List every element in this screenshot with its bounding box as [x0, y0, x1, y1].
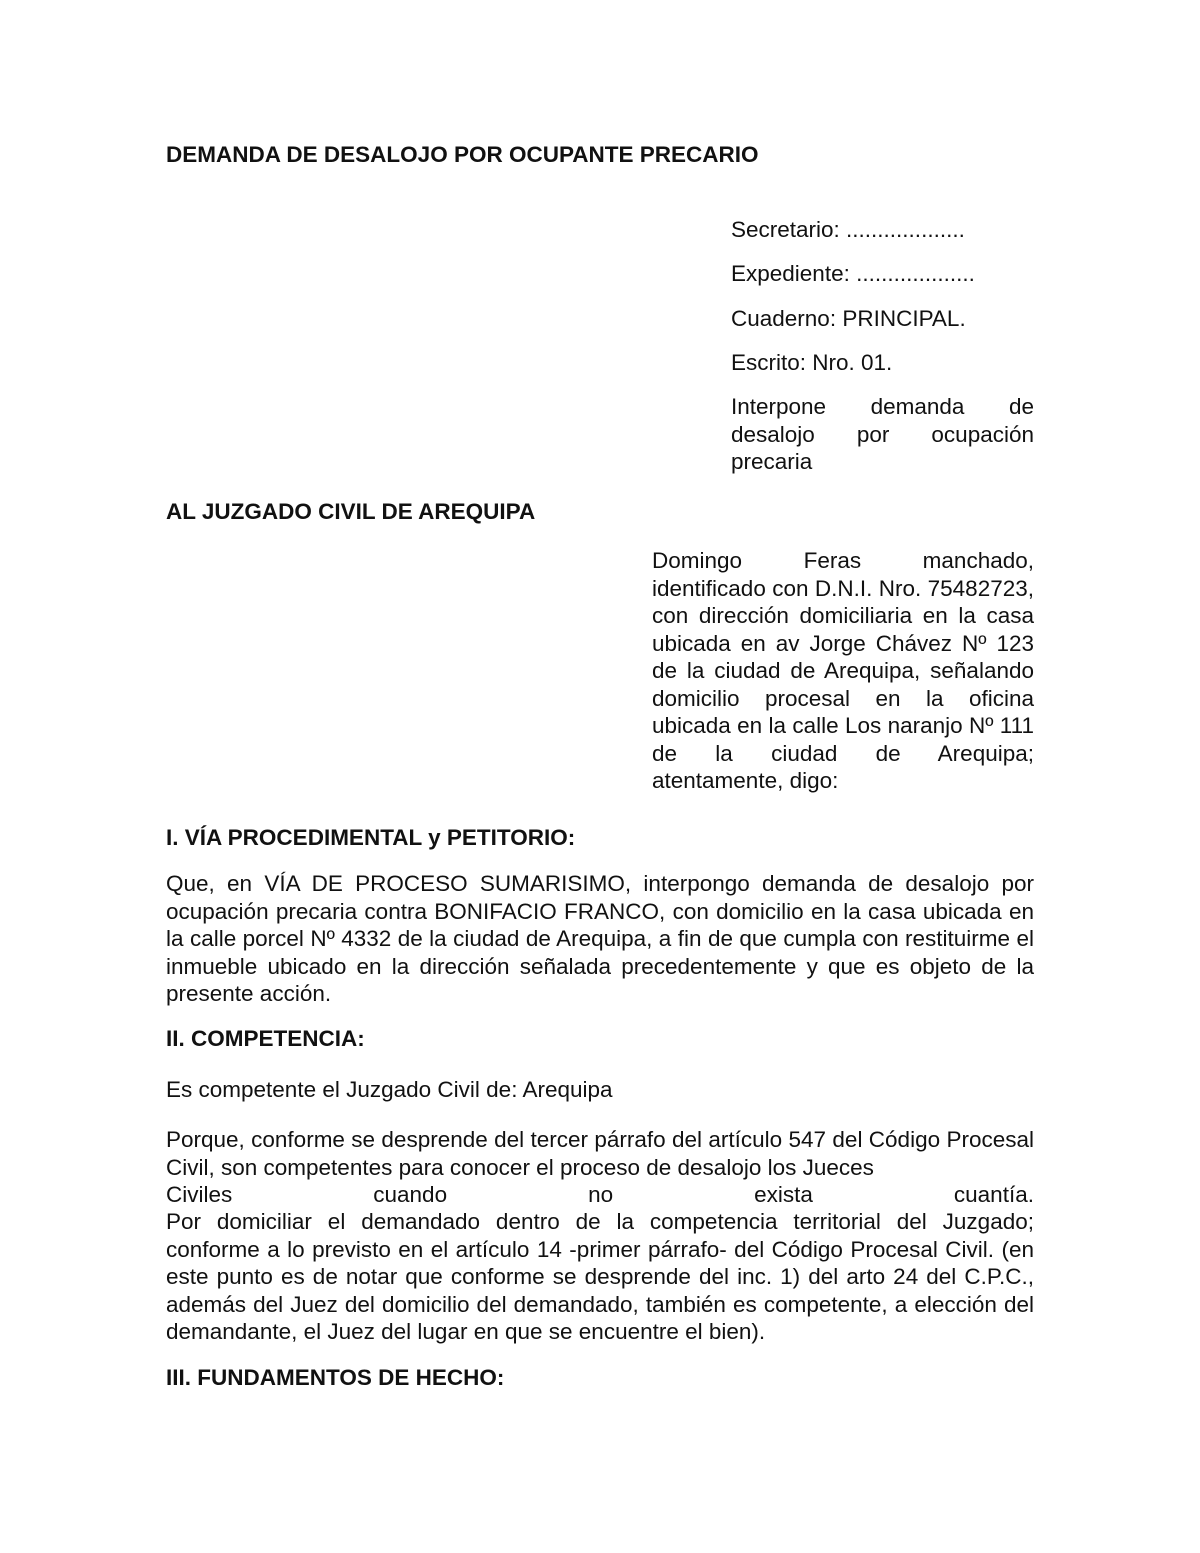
- document-title: DEMANDA DE DESALOJO POR OCUPANTE PRECARIO: [166, 142, 759, 167]
- word: cuantía.: [953, 1182, 1034, 1207]
- plaintiff-intro: Domingo Feras manchado, identificado con D.N.I. Nro. 75482723, con dirección domiciliaria en la casa ubicada en av Jorge Chávez Nº 123 de la ciudad de Arequipa, señalando domicilio procesal en la oficina ubicada en la calle Los naranjo Nº 111 de la ciudad de Arequipa; atentamente, digo:: [652, 548, 1034, 793]
- competencia-text-1: Es competente el Juzgado Civil de: Arequipa: [166, 1077, 613, 1102]
- word: Civiles: [166, 1182, 233, 1207]
- word: cuando: [373, 1182, 448, 1207]
- caption-escrito: Escrito: Nro. 01.: [731, 350, 893, 375]
- section-text-petitorio: Que, en VÍA DE PROCESO SUMARISIMO, interpongo demanda de desalojo por ocupación precaria contra BONIFACIO FRANCO, con domicilio en la casa ubicada en la calle porcel Nº 4332 de la ciudad de Arequipa, a fin de que cumpla con restituirme el inmueble ubicado en la dirección señalada precedentemente y que es objeto de la presente acción.: [166, 871, 1034, 1006]
- section-heading-via-procedimental: I. VÍA PROCEDIMENTAL y PETITORIO:: [166, 825, 576, 850]
- competencia-text-3: Por domiciliar el demandado dentro de la competencia territorial del Juzgado; conforme a lo previsto en el artículo 14 -primer párrafo- del Código Procesal Civil. (en este punto es de notar que conforme se desprende del inc. 1) del arto 24 del C.P.C., además del Juez del domicilio del demandado, también es competente, a elección del demandante, el Juez del lugar en que se encuentre el bien).: [166, 1209, 1034, 1344]
- caption-secretario: Secretario: ...................: [731, 217, 965, 242]
- section-heading-competencia: II. COMPETENCIA:: [166, 1026, 365, 1051]
- competencia-text-2-last-line: [166, 1181, 1034, 1209]
- caption-expediente: Expediente: ...................: [731, 261, 975, 286]
- competencia-text-2: Porque, conforme se desprende del tercer párrafo del artículo 547 del Código Procesal Civil, son competentes para conocer el proceso de desalojo los Jueces: [166, 1127, 1034, 1180]
- word: exista: [754, 1182, 813, 1207]
- court-addressee: AL JUZGADO CIVIL DE AREQUIPA: [166, 499, 536, 524]
- caption-cuaderno: Cuaderno: PRINCIPAL.: [731, 306, 966, 331]
- word: no: [588, 1182, 614, 1207]
- caption-sumilla: Interpone demanda de desalojo por ocupación precaria: [731, 394, 1034, 474]
- section-heading-fundamentos-de-hecho: III. FUNDAMENTOS DE HECHO:: [166, 1365, 505, 1390]
